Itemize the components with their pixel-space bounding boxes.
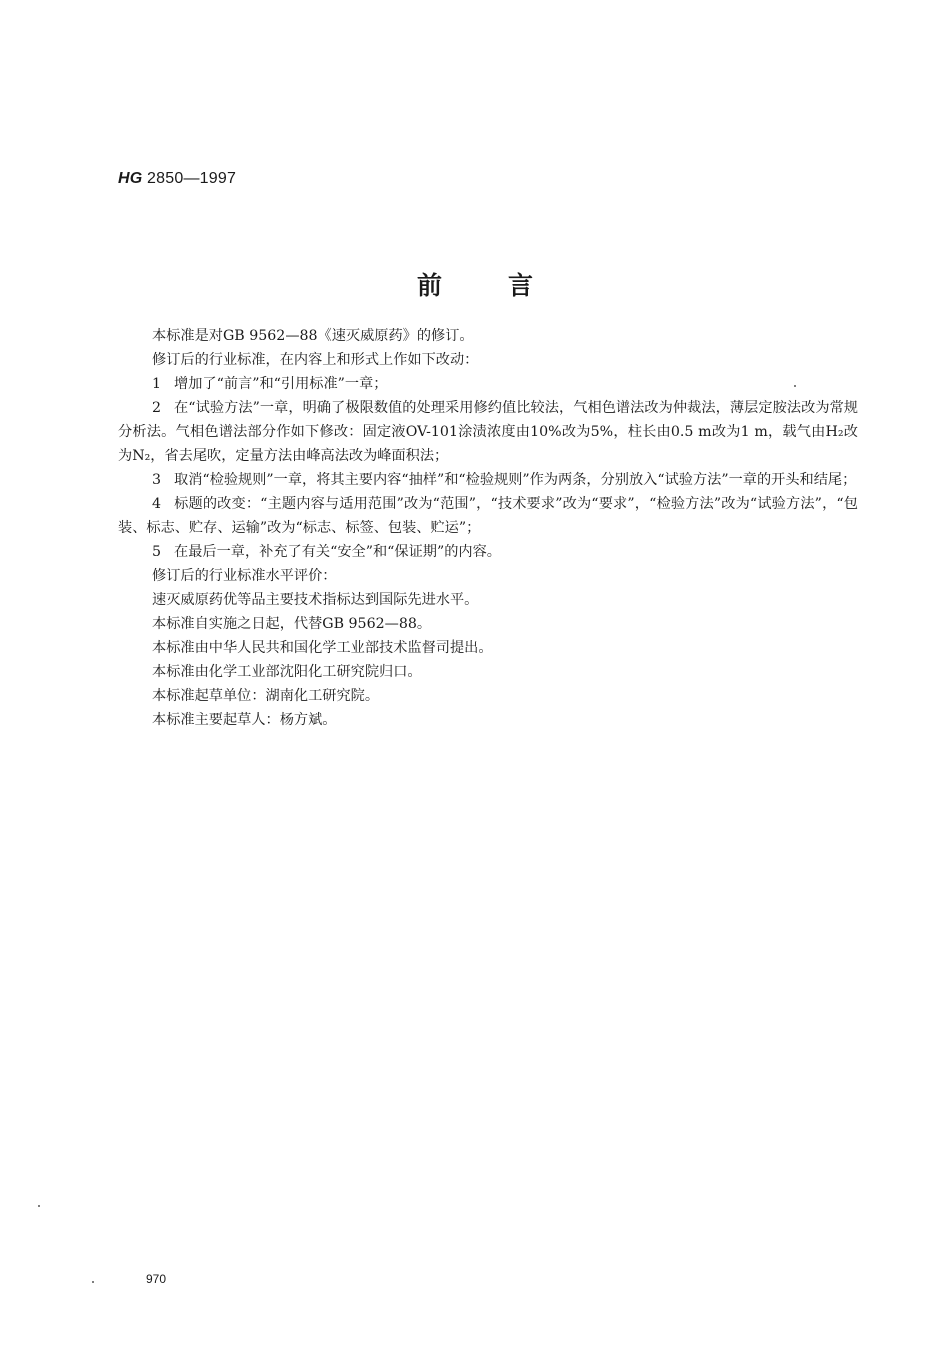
paragraph [118,684,858,708]
paragraph-text: 取消“检验规则”一章，将其主要内容“抽样”和“检验规则”作为两条，分别放入“试验方法”一章的开头和结尾； [174,472,857,488]
scan-speck [38,1205,40,1207]
paragraph [118,612,858,636]
paragraph-text: 在“试验方法”一章，明确了极限数值的处理采用修约值比较法，气相色谱法改为仲裁法，薄层定胺法改为常规分析法。气相色谱法部分作如下修改：固定液OV-101涂渍浓度由10%改为5%，柱长由0.5 m改为1 m，载气由H₂改为N₂，省去尾吹，定量方法由峰高法改为峰面积法； [118,400,858,464]
paragraph-text: 修订后的行业标准，在内容上和形式上作如下改动： [152,352,479,368]
list-item [118,468,858,492]
scan-speck [92,1281,94,1283]
paragraph [118,708,858,732]
standard-number: 2850—1997 [142,170,237,187]
paragraph [118,564,858,588]
paragraph [118,660,858,684]
paragraph [118,588,858,612]
scan-speck [794,385,796,387]
paragraph-text: 本标准由化学工业部沈阳化工研究院归口。 [152,664,422,680]
paragraph-text: 本标准由中华人民共和国化学工业部技术监督司提出。 [152,640,493,656]
paragraph [118,324,858,348]
item-number: 3 [152,472,162,488]
standard-code [118,170,236,188]
list-item [118,540,858,564]
paragraph-text: 本标准自实施之日起，代替GB 9562—88。 [152,616,432,632]
paragraph [118,348,858,372]
paragraph-text: 本标准是对GB 9562—88《速灭威原药》的修订。 [152,328,474,344]
paragraph-text: 速灭威原药优等品主要技术指标达到国际先进水平。 [152,592,479,608]
paragraph-text: 在最后一章，补充了有关“安全”和“保证期”的内容。 [174,544,501,560]
page-number: 970 [146,1272,167,1286]
list-item [118,492,858,540]
list-item [118,372,858,396]
item-number: 4 [152,496,162,512]
list-item [118,396,858,468]
page-title: 前言 [416,271,599,300]
paragraph [118,636,858,660]
item-number: 2 [152,400,162,416]
paragraph-text: 修订后的行业标准水平评价： [152,568,337,584]
paragraph-text: 增加了“前言”和“引用标准”一章； [174,376,388,392]
paragraph-text: 本标准起草单位：湖南化工研究院。 [152,688,380,704]
paragraph-text: 标题的改变：“主题内容与适用范围”改为“范围”，“技术要求”改为“要求”，“检验方法”改为“试验方法”，“包装、标志、贮存、运输”改为“标志、标签、包装、贮运”； [118,496,858,536]
paragraph-text: 本标准主要起草人：杨方斌。 [152,712,337,728]
item-number: 5 [152,544,162,560]
foreword-body [118,324,858,732]
item-number: 1 [152,376,162,392]
standard-prefix: HG [118,170,143,187]
